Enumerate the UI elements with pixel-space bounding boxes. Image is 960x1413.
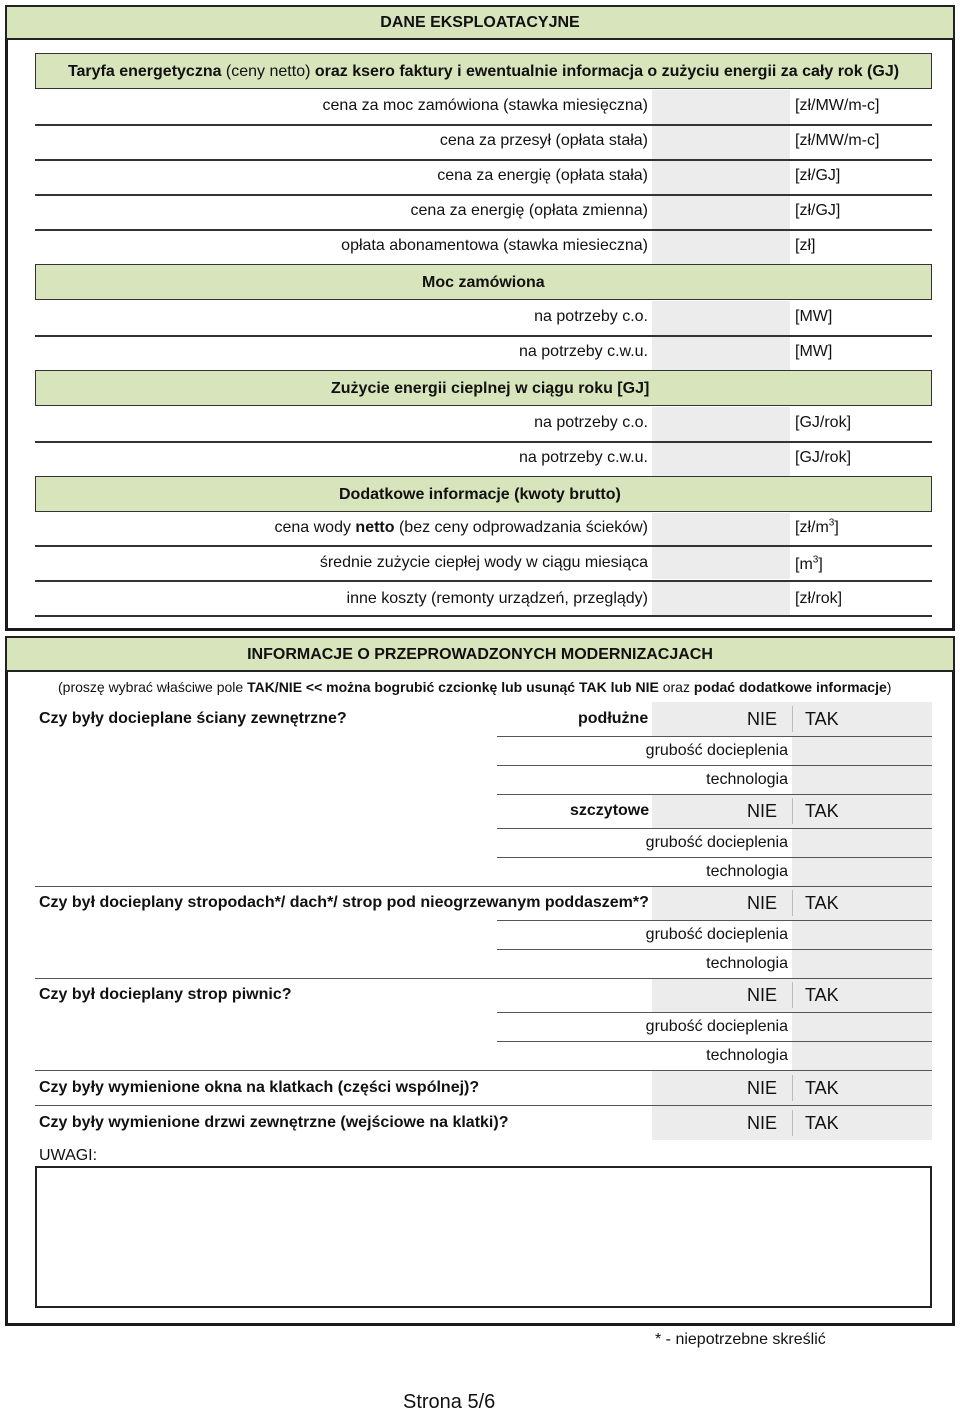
walls-gable-thickness-label: grubość docieplenia xyxy=(645,834,788,851)
roof-technology-label: technologia xyxy=(706,955,788,972)
row-divider xyxy=(35,194,932,196)
tariff-label-3: cena za energię (opłata zmienna) xyxy=(410,202,648,219)
water-price-unit: $[zł/m^3]$ xyxy=(795,517,839,536)
page-number: Strona 5/6 xyxy=(403,1391,496,1413)
question-basement: Czy był docieplany strop piwnic? xyxy=(39,986,292,1003)
walls-gable-technology-input[interactable] xyxy=(792,858,932,886)
option-separator xyxy=(792,1110,793,1136)
basement-yes-option[interactable]: TAK xyxy=(805,985,839,1005)
other-costs-unit: [zł/rok] xyxy=(795,590,843,607)
option-separator xyxy=(792,890,793,916)
walls-long-technology-input[interactable] xyxy=(792,766,932,794)
option-separator xyxy=(792,982,793,1008)
walls-gable-label: szczytowe xyxy=(570,802,650,819)
tariff-label-0: cena za moc zamówiona (stawka miesięczna) xyxy=(322,97,648,114)
row-divider xyxy=(497,1012,932,1013)
walls-long-thickness-input[interactable] xyxy=(792,737,932,765)
question-walls: Czy były docieplane ściany zewnętrzne? xyxy=(39,710,347,727)
consumption-cwu-input[interactable] xyxy=(652,442,790,476)
row-divider xyxy=(497,765,932,766)
option-separator xyxy=(792,706,793,732)
row-divider xyxy=(35,615,932,617)
consumption-cwu-unit: [GJ/rok] xyxy=(795,449,852,466)
consumption-co-unit: [GJ/rok] xyxy=(795,414,852,431)
question-windows: Czy były wymienione okna na klatkach (części wspólnej)? xyxy=(39,1079,480,1096)
tariff-label-2: cena za energię (opłata stała) xyxy=(437,167,648,184)
other-costs-label: inne koszty (remonty urządzeń, przeglądy) xyxy=(346,590,648,607)
row-divider xyxy=(35,886,932,887)
row-divider xyxy=(35,124,932,126)
doors-no-option[interactable]: NIE xyxy=(747,1113,778,1133)
power-cwu-label: na potrzeby c.w.u. xyxy=(519,343,648,360)
operating-data-title: DANE EKSPLOATACYJNE xyxy=(380,14,580,31)
tariff-label-4: opłata abonamentowa (stawka miesieczna) xyxy=(341,237,648,254)
walls-long-technology-label: technologia xyxy=(706,771,788,788)
power-co-label: na potrzeby c.o. xyxy=(534,308,648,325)
modernization-title: INFORMACJE O PRZEPROWADZONYCH MODERNIZACJACH xyxy=(247,646,713,663)
power-cwu-input[interactable] xyxy=(652,336,790,370)
power-co-input[interactable] xyxy=(652,301,790,335)
walls-gable-no-option[interactable]: NIE xyxy=(747,801,778,821)
question-doors: Czy były wymienione drzwi zewnętrzne (wejściowe na klatki)? xyxy=(39,1114,509,1131)
additional-info-header: Dodatkowe informacje (kwoty brutto) xyxy=(339,486,621,503)
tariff-value-input-2[interactable] xyxy=(652,160,790,194)
walls-gable-yes-option[interactable]: TAK xyxy=(805,801,839,821)
row-divider xyxy=(35,335,932,337)
row-divider xyxy=(497,736,932,737)
roof-yes-option[interactable]: TAK xyxy=(805,893,839,913)
tariff-value-input-1[interactable] xyxy=(652,125,790,159)
basement-no-option[interactable]: NIE xyxy=(747,985,778,1005)
tariff-unit-4: [zł] xyxy=(795,237,816,254)
heat-consumption-header-bar xyxy=(35,370,932,406)
row-divider xyxy=(35,580,932,582)
roof-technology-input[interactable] xyxy=(792,950,932,978)
row-divider xyxy=(497,920,932,921)
tariff-header: Taryfa energetyczna (ceny netto) oraz ksero faktury i ewentualnie informacja o zużyciu energii za cały rok (GJ) xyxy=(67,63,900,80)
windows-no-option[interactable]: NIE xyxy=(747,1078,778,1098)
tariff-value-input-0[interactable] xyxy=(652,90,790,124)
row-divider xyxy=(497,828,932,829)
tariff-label-1: cena za przesył (opłata stała) xyxy=(439,132,648,149)
modernization-instruction: (proszę wybrać właściwe pole TAK/NIE << można bogrubić czcionkę lub usunąć TAK lub NIE oraz podać dodatkowe informacje) xyxy=(58,679,892,695)
basement-technology-label: technologia xyxy=(706,1047,788,1064)
roof-no-option[interactable]: NIE xyxy=(747,893,778,913)
consumption-co-label: na potrzeby c.o. xyxy=(534,414,648,431)
tariff-value-input-3[interactable] xyxy=(652,195,790,229)
modernization-title-bar xyxy=(5,636,955,672)
operating-data-title-bar xyxy=(5,5,955,40)
roof-thickness-label: grubość docieplenia xyxy=(645,926,788,943)
row-divider xyxy=(497,949,932,950)
footnote: * - niepotrzebne skreślić xyxy=(655,1331,826,1348)
basement-thickness-input[interactable] xyxy=(792,1013,932,1041)
row-divider xyxy=(35,1105,932,1106)
walls-long-yes-option[interactable]: TAK xyxy=(805,709,839,729)
tariff-header-bar xyxy=(35,53,932,89)
walls-gable-thickness-input[interactable] xyxy=(792,829,932,857)
walls-long-thickness-label: grubość docieplenia xyxy=(645,742,788,759)
roof-thickness-input[interactable] xyxy=(792,921,932,949)
row-divider xyxy=(497,1041,932,1042)
row-divider xyxy=(497,794,932,795)
tariff-unit-1: [zł/MW/m-c] xyxy=(795,132,880,149)
tariff-value-input-4[interactable] xyxy=(652,230,790,264)
ordered-power-header: Moc zamówiona xyxy=(422,274,545,291)
row-divider xyxy=(35,229,932,231)
row-divider xyxy=(35,159,932,161)
consumption-cwu-label: na potrzeby c.w.u. xyxy=(519,449,648,466)
basement-technology-input[interactable] xyxy=(792,1042,932,1070)
option-separator xyxy=(792,798,793,824)
water-price-input[interactable] xyxy=(652,513,790,545)
remarks-label: UWAGI: xyxy=(39,1147,98,1164)
hot-water-usage-input[interactable] xyxy=(652,547,790,579)
consumption-co-input[interactable] xyxy=(652,407,790,441)
row-divider xyxy=(35,441,932,443)
row-divider xyxy=(497,857,932,858)
additional-info-header-bar xyxy=(35,476,932,512)
row-divider xyxy=(35,978,932,979)
walls-longitudinal-label: podłużne xyxy=(578,710,649,727)
hot-water-usage-unit: $[m^3]$ xyxy=(795,554,823,573)
power-co-unit: [MW] xyxy=(795,308,833,325)
row-divider xyxy=(35,545,932,547)
water-price-label: cena wody netto (bez ceny odprowadzania ścieków) xyxy=(274,519,648,536)
ordered-power-header-bar xyxy=(35,264,932,300)
tariff-unit-0: [zł/MW/m-c] xyxy=(795,97,880,114)
option-separator xyxy=(792,1075,793,1101)
power-cwu-unit: [MW] xyxy=(795,343,833,360)
tariff-unit-2: [zł/GJ] xyxy=(795,167,841,184)
walls-gable-technology-label: technologia xyxy=(706,863,788,880)
remarks-textarea[interactable] xyxy=(35,1166,932,1308)
other-costs-input[interactable] xyxy=(652,581,790,615)
question-roof: Czy był docieplany stropodach*/ dach*/ strop pod nieogrzewanym poddaszem*? xyxy=(39,894,649,911)
basement-thickness-label: grubość docieplenia xyxy=(645,1018,788,1035)
hot-water-usage-label: średnie zużycie ciepłej wody w ciągu miesiąca xyxy=(319,554,648,571)
doors-yes-option[interactable]: TAK xyxy=(805,1113,839,1133)
walls-long-no-option[interactable]: NIE xyxy=(747,709,778,729)
tariff-unit-3: [zł/GJ] xyxy=(795,202,841,219)
row-divider xyxy=(35,1070,932,1071)
heat-consumption-header: Zużycie energii cieplnej w ciągu roku [GJ] xyxy=(331,380,650,397)
windows-yes-option[interactable]: TAK xyxy=(805,1078,839,1098)
